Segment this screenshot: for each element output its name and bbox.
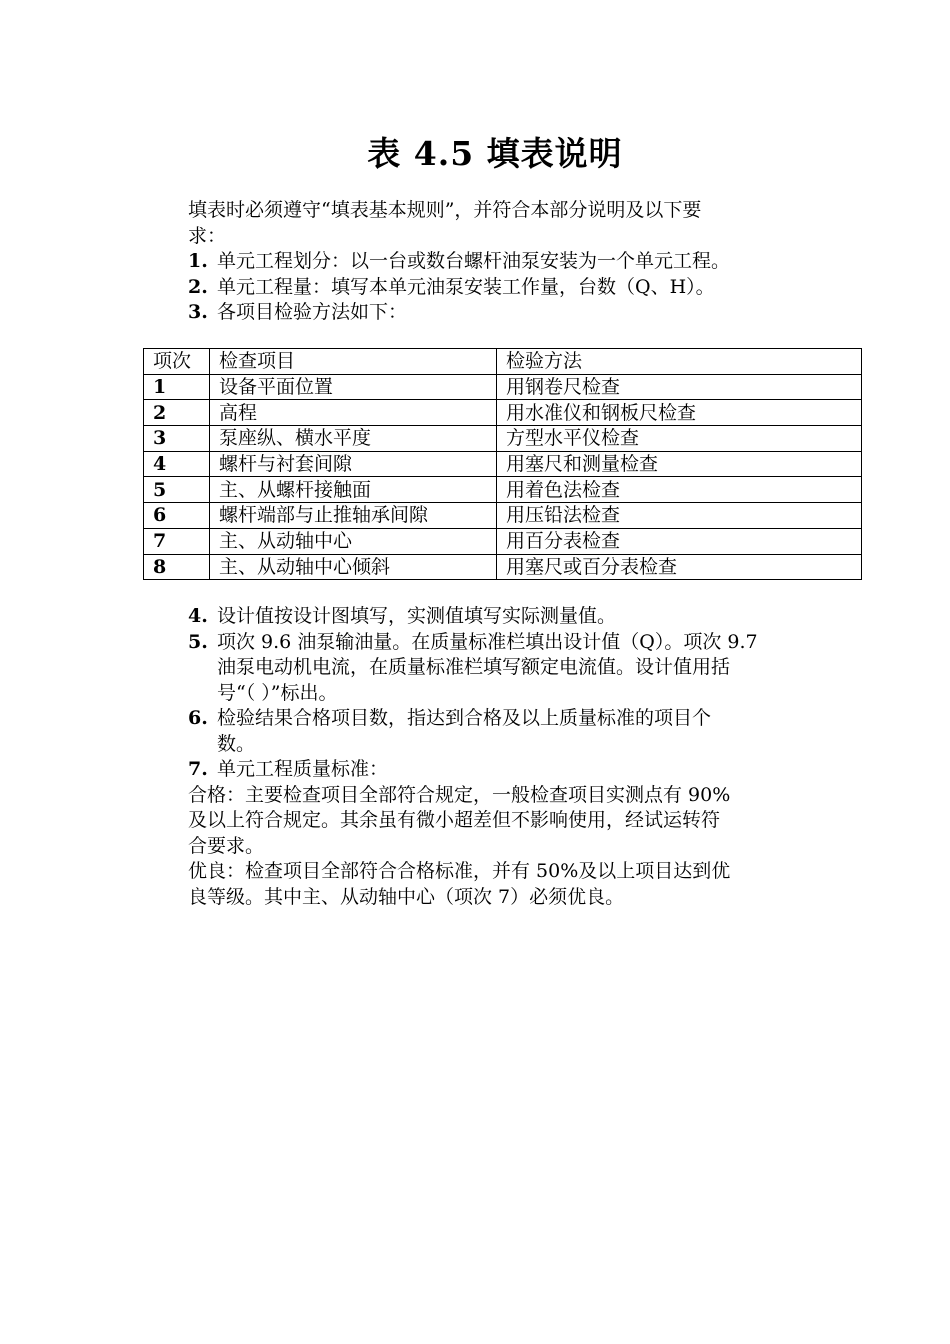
- table-cell: 6: [144, 503, 210, 529]
- table-cell: 设备平面位置: [210, 374, 497, 400]
- excellent-standard-line: 优良：检查项目全部符合合格标准，并有 50%及以上项目达到优: [188, 860, 731, 882]
- excellent-standard-line: 良等级。其中主、从动轴中心（项次 7）必须优良。: [188, 885, 625, 908]
- table-cell: 2: [144, 400, 210, 426]
- table-cell: 用塞尺和测量检查: [497, 451, 862, 477]
- list-item: [188, 604, 808, 630]
- header-cell: 项次: [144, 349, 210, 375]
- item-number: 5.: [188, 630, 208, 653]
- item-text: 单元工程质量标准：: [217, 758, 389, 780]
- table-row: [144, 477, 862, 503]
- header-cell: 检查项目: [210, 349, 497, 375]
- intro-line: 求：: [188, 224, 227, 247]
- item-text: 项次 9.6 油泵输油量。在质量标准栏填出设计值（Q）。项次 9.7: [217, 630, 758, 653]
- list-item: [188, 630, 808, 656]
- item-number: 7.: [188, 758, 208, 780]
- table-cell: 用压铅法检查: [497, 503, 862, 529]
- table-cell: 用塞尺或百分表检查: [497, 554, 862, 580]
- list-item: [188, 757, 808, 783]
- item-text: 设计值按设计图填写，实测值填写实际测量值。: [217, 605, 617, 627]
- header-cell: 检验方法: [497, 349, 862, 375]
- table-cell: 5: [144, 477, 210, 503]
- item-text: 检验结果合格项目数，指达到合格及以上质量标准的项目个: [217, 707, 712, 729]
- table-row: [144, 503, 862, 529]
- table-cell: 8: [144, 554, 210, 580]
- item-number: 6.: [188, 707, 208, 729]
- table-cell: 3: [144, 426, 210, 452]
- table-cell: 螺杆与衬套间隙: [210, 451, 497, 477]
- table-cell: 泵座纵、横水平度: [210, 426, 497, 452]
- page-title: 表 4.5 填表说明: [367, 134, 623, 173]
- table-cell: 用钢卷尺检查: [497, 374, 862, 400]
- table-row: [144, 426, 862, 452]
- table-cell: 用着色法检查: [497, 477, 862, 503]
- table-cell: 4: [144, 451, 210, 477]
- table-row: [144, 451, 862, 477]
- list-item: [188, 275, 808, 301]
- notes-section: [188, 604, 808, 910]
- item-number: 4.: [188, 605, 208, 627]
- item-continuation: 号“（ ）”标出。: [217, 681, 338, 704]
- table-cell: 1: [144, 374, 210, 400]
- list-item: [188, 706, 808, 732]
- table-cell: 用百分表检查: [497, 528, 862, 554]
- table-cell: 主、从螺杆接触面: [210, 477, 497, 503]
- table-cell: 7: [144, 528, 210, 554]
- list-item: [188, 300, 808, 326]
- qualified-standard-line: 合要求。: [188, 834, 265, 857]
- item-number: 2.: [188, 275, 208, 298]
- table-row: [144, 400, 862, 426]
- item-number: 3.: [188, 301, 208, 323]
- list-item: [188, 249, 808, 275]
- table-cell: 主、从动轴中心倾斜: [210, 554, 497, 580]
- table-row: [144, 528, 862, 554]
- item-text: 单元工程量：填写本单元油泵安装工作量，台数（Q、H）。: [217, 275, 715, 298]
- inspection-table: [143, 348, 862, 580]
- table-cell: 高程: [210, 400, 497, 426]
- table-row: [144, 374, 862, 400]
- item-text: 各项目检验方法如下：: [217, 301, 408, 323]
- table-row: [144, 554, 862, 580]
- intro-line: 填表时必须遵守“填表基本规则”，并符合本部分说明及以下要: [188, 199, 702, 221]
- table-cell: 主、从动轴中心: [210, 528, 497, 554]
- item-continuation: 数。: [217, 732, 256, 755]
- intro-section: [188, 198, 808, 326]
- item-continuation: 油泵电动机电流，在质量标准栏填写额定电流值。设计值用括: [217, 656, 731, 678]
- item-number: 1.: [188, 250, 208, 272]
- qualified-standard-line: 及以上符合规定。其余虽有微小超差但不影响使用，经试运转符: [188, 809, 721, 831]
- table-cell: 方型水平仪检查: [497, 426, 862, 452]
- item-text: 单元工程划分：以一台或数台螺杆油泵安装为一个单元工程。: [217, 250, 731, 272]
- table-header-row: [144, 349, 862, 375]
- table-cell: 用水准仪和钢板尺检查: [497, 400, 862, 426]
- table-cell: 螺杆端部与止推轴承间隙: [210, 503, 497, 529]
- qualified-standard-line: 合格：主要检查项目全部符合规定，一般检查项目实测点有 90%: [188, 783, 731, 806]
